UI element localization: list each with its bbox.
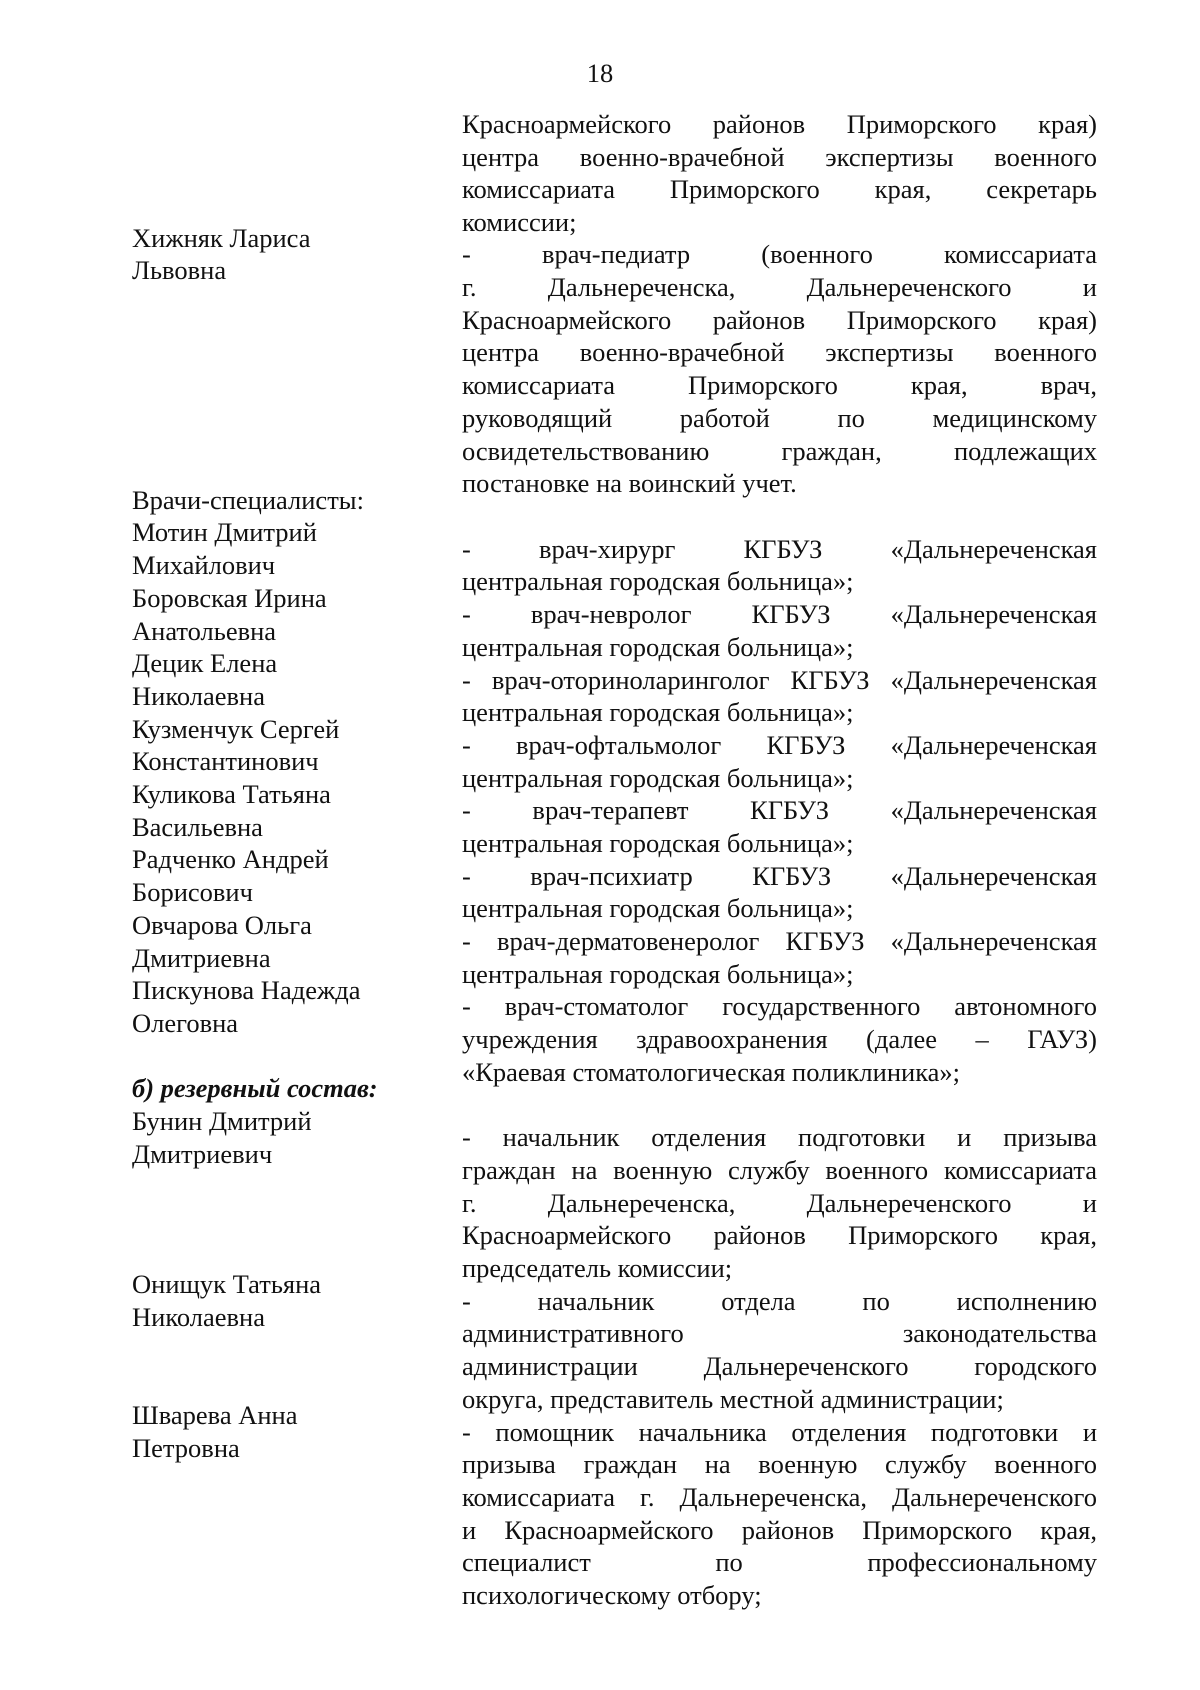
role-description-line: - врач-терапевт КГБУЗ «Дальнереченская xyxy=(462,795,1097,825)
role-description-line: - врач-невролог КГБУЗ «Дальнереченская xyxy=(462,599,1097,629)
role-description-line: специалист по профессиональному xyxy=(462,1547,1097,1577)
role-description-line: - врач-дерматовенеролог КГБУЗ «Дальнереченская xyxy=(462,926,1097,956)
member-name-line: Радченко Андрей xyxy=(132,844,329,874)
role-description-line: постановке на воинский учет. xyxy=(462,468,797,498)
member-name-line: Константинович xyxy=(132,746,319,776)
role-description-line: психологическому отбору; xyxy=(462,1580,762,1610)
member-name-line: Михайлович xyxy=(132,550,276,580)
role-description-line: центральная городская больница»; xyxy=(462,566,854,596)
member-name-line: Борисович xyxy=(132,877,253,907)
role-description-line: комиссариата Приморского края, врач, xyxy=(462,370,1097,400)
role-description-line: комиссии; xyxy=(462,207,577,237)
role-description-line: председатель комиссии; xyxy=(462,1253,733,1283)
member-name-line: Дмитриевич xyxy=(132,1139,273,1169)
role-description-line: центральная городская больница»; xyxy=(462,697,854,727)
role-description-line: административного законодательства xyxy=(462,1318,1097,1348)
role-description-line: округа, представитель местной администрации; xyxy=(462,1384,1004,1414)
role-description-line: г. Дальнереченска, Дальнереченского и xyxy=(462,1188,1097,1218)
role-description-line: центра военно-врачебной экспертизы военного xyxy=(462,337,1097,367)
member-name-line: Васильевна xyxy=(132,812,263,842)
member-name-line: Кузменчук Сергей xyxy=(132,714,340,744)
role-description-line: - начальник отдела по исполнению xyxy=(462,1286,1097,1316)
role-description-line: - помощник начальника отделения подготовки и xyxy=(462,1417,1097,1447)
role-description-line: - врач-хирург КГБУЗ «Дальнереченская xyxy=(462,534,1097,564)
role-description-line: призыва граждан на военную службу военного xyxy=(462,1449,1097,1479)
role-description-line: - начальник отделения подготовки и призыва xyxy=(462,1122,1097,1152)
role-description-line: руководящий работой по медицинскому xyxy=(462,403,1097,433)
role-description-line: - врач-оториноларинголог КГБУЗ «Дальнереченская xyxy=(462,665,1097,695)
role-description-line: - врач-педиатр (военного комиссариата xyxy=(462,239,1097,269)
role-description-line: центральная городская больница»; xyxy=(462,959,854,989)
group-label: Врачи-специалисты: xyxy=(132,485,364,515)
member-name-line: Бунин Дмитрий xyxy=(132,1106,312,1136)
role-description-line: центра военно-врачебной экспертизы военного xyxy=(462,142,1097,172)
role-description-line: и Красноармейского районов Приморского края, xyxy=(462,1515,1097,1545)
member-name-line: Мотин Дмитрий xyxy=(132,517,317,547)
role-description-line: комиссариата г. Дальнереченска, Дальнереченского xyxy=(462,1482,1097,1512)
member-name-line: Анатольевна xyxy=(132,616,277,646)
member-name-line: Овчарова Ольга xyxy=(132,910,312,940)
role-description-line: Красноармейского районов Приморского края) xyxy=(462,305,1097,335)
member-name-line: Шварева Анна xyxy=(132,1400,298,1430)
role-description-line: учреждения здравоохранения (далее – ГАУЗ) xyxy=(462,1024,1097,1054)
role-description-line: г. Дальнереченска, Дальнереченского и xyxy=(462,272,1097,302)
member-name-line: Олеговна xyxy=(132,1008,239,1038)
member-name-line: Николаевна xyxy=(132,1302,265,1332)
member-name-line: Онищук Татьяна xyxy=(132,1269,322,1299)
member-name-line: Львовна xyxy=(132,255,227,285)
role-description-line: «Краевая стоматологическая поликлиника»; xyxy=(462,1057,961,1087)
section-heading: б) резервный состав: xyxy=(132,1073,378,1103)
role-description-line: граждан на военную службу военного комиссариата xyxy=(462,1155,1097,1185)
member-name-line: Децик Елена xyxy=(132,648,278,678)
role-description-line: освидетельствованию граждан, подлежащих xyxy=(462,436,1097,466)
member-name-line: Петровна xyxy=(132,1433,240,1463)
member-name-line: Куликова Татьяна xyxy=(132,779,331,809)
role-description-line: - врач-офтальмолог КГБУЗ «Дальнереченская xyxy=(462,730,1097,760)
role-description-line: центральная городская больница»; xyxy=(462,632,854,662)
page-number: 18 xyxy=(586,58,614,88)
role-description-line: Красноармейского районов Приморского края, xyxy=(462,1220,1097,1250)
member-name-line: Боровская Ирина xyxy=(132,583,327,613)
role-description-line: администрации Дальнереченского городского xyxy=(462,1351,1097,1381)
member-name-line: Дмитриевна xyxy=(132,943,271,973)
role-description-line: - врач-психиатр КГБУЗ «Дальнереченская xyxy=(462,861,1097,891)
member-name-line: Хижняк Лариса xyxy=(132,223,311,253)
role-description-line: комиссариата Приморского края, секретарь xyxy=(462,174,1097,204)
member-name-line: Николаевна xyxy=(132,681,265,711)
member-name-line: Пискунова Надежда xyxy=(132,975,361,1005)
role-description-line: центральная городская больница»; xyxy=(462,893,854,923)
role-description-line: - врач-стоматолог государственного автономного xyxy=(462,991,1097,1021)
role-description-line: Красноармейского районов Приморского края) xyxy=(462,109,1097,139)
role-description-line: центральная городская больница»; xyxy=(462,763,854,793)
role-description-line: центральная городская больница»; xyxy=(462,828,854,858)
